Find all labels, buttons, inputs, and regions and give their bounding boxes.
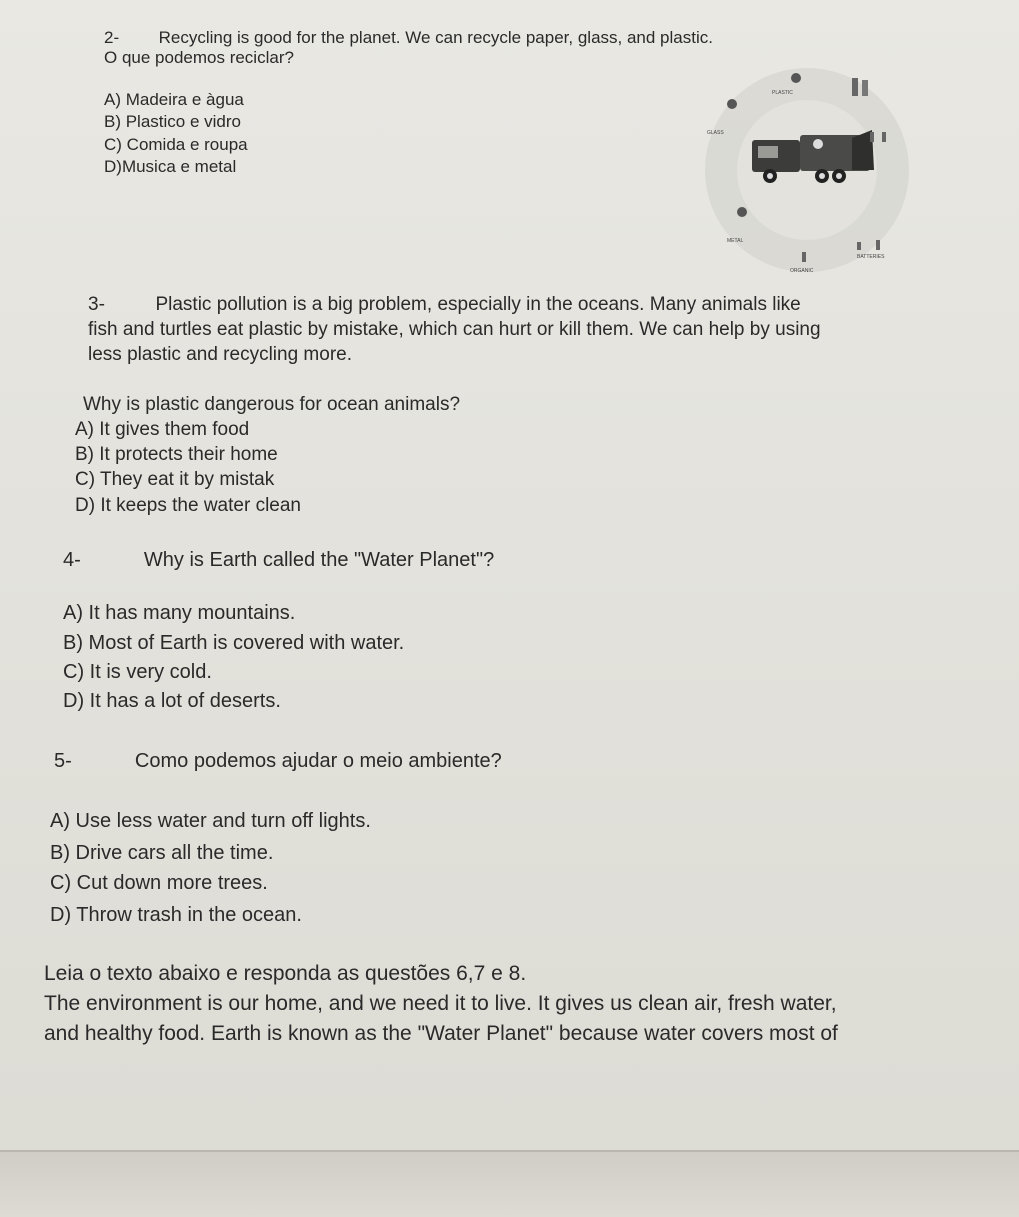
q3-option-c: C) They eat it by mistak	[75, 469, 275, 490]
q5-number: 5-	[54, 750, 72, 772]
q3-question: Why is plastic dangerous for ocean animals?	[83, 394, 461, 415]
q2-number: 2-	[104, 28, 120, 47]
diagram-label-glass: GLASS	[707, 130, 724, 136]
bottle-icon	[862, 80, 868, 96]
q4-question: Why is Earth called the "Water Planet"?	[143, 549, 495, 571]
q4-option-d: D) It has a lot of deserts.	[63, 690, 281, 712]
q2-question: O que podemos reciclar?	[104, 48, 294, 67]
item-icon	[870, 132, 874, 142]
diagram-label-organic: ORGANIC	[790, 268, 814, 274]
q3-number: 3-	[88, 294, 105, 315]
recycle-icon	[737, 207, 747, 217]
reading-line-1: The environment is our home, and we need it to live. It gives us clean air, fresh water,	[44, 992, 837, 1015]
q5-option-c: C) Cut down more trees.	[50, 872, 268, 894]
q4-option-c: C) It is very cold.	[63, 661, 212, 683]
q4-option-b: B) Most of Earth is covered with water.	[63, 632, 405, 654]
recycle-icon	[727, 99, 737, 109]
q3-passage-2: fish and turtles eat plastic by mistake, which can hurt or kill them. We can help by using	[88, 319, 821, 340]
q2-header	[104, 28, 713, 48]
recycle-icon	[813, 139, 823, 149]
q3-passage-1: Plastic pollution is a big problem, especially in the oceans. Many animals like	[155, 294, 801, 315]
recycle-icon	[791, 73, 801, 83]
q3-passage-3: less plastic and recycling more.	[88, 344, 352, 365]
q3-option-b: B) It protects their home	[75, 444, 278, 465]
q2-title: Recycling is good for the planet. We can recycle paper, glass, and plastic.	[158, 28, 713, 47]
q5-option-b: B) Drive cars all the time.	[50, 842, 274, 864]
q5-option-a: A) Use less water and turn off lights.	[50, 810, 371, 832]
battery-icon	[857, 242, 861, 250]
q3-line-1	[88, 294, 801, 316]
q2-option-b: B) Plastico e vidro	[104, 112, 241, 131]
diagram-label-plastic: PLASTIC	[772, 90, 793, 96]
organic-icon	[802, 252, 806, 262]
diagram-label-batteries: BATTERIES	[857, 254, 885, 260]
bottle-icon	[852, 78, 858, 96]
q4-header	[63, 549, 494, 572]
q2-option-a: A) Madeira e àgua	[104, 90, 244, 109]
battery-icon	[876, 240, 880, 250]
recycling-diagram	[692, 60, 922, 285]
q5-question: Como podemos ajudar o meio ambiente?	[134, 750, 502, 772]
q4-number: 4-	[63, 549, 81, 571]
q3-option-a: A) It gives them food	[75, 419, 250, 440]
diagram-label-metal: METAL	[727, 238, 744, 244]
q2-option-d: D)Musica e metal	[104, 157, 237, 176]
q2-option-c: C) Comida e roupa	[104, 135, 248, 154]
reading-line-2: and healthy food. Earth is known as the "Water Planet" because water covers most of	[44, 1022, 838, 1045]
q4-option-a: A) It has many mountains.	[63, 602, 296, 624]
q3-option-d: D) It keeps the water clean	[75, 495, 301, 516]
reading-instruction: Leia o texto abaixo e responda as questões 6,7 e 8.	[44, 962, 527, 985]
item-icon	[882, 132, 886, 142]
q5-option-d: D) Throw trash in the ocean.	[50, 904, 302, 926]
page-bottom-shadow	[0, 1152, 1019, 1217]
q5-header	[54, 750, 502, 773]
